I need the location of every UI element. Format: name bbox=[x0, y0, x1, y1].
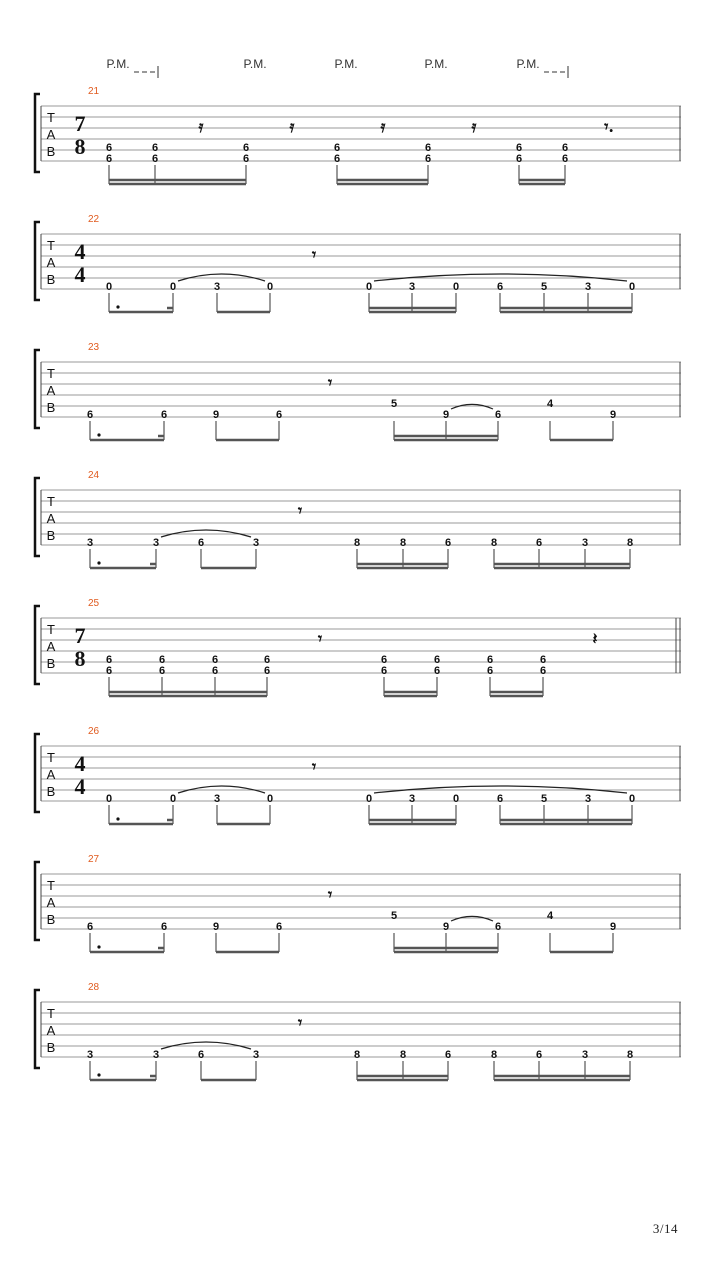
fret-numbers bbox=[106, 142, 568, 165]
fret-number: 6 bbox=[380, 665, 388, 677]
fret-number: 3 bbox=[252, 537, 260, 549]
measure-number: 24 bbox=[88, 470, 100, 481]
rhythm-beams bbox=[109, 293, 632, 312]
fret-number: 8 bbox=[626, 537, 634, 549]
fret-number: 6 bbox=[263, 654, 271, 666]
fret-number: 4 bbox=[546, 398, 554, 410]
fret-number: 6 bbox=[433, 665, 441, 677]
fret-number: 5 bbox=[390, 398, 398, 410]
fret-number: 3 bbox=[86, 1049, 94, 1061]
rest-symbol: 𝄾. bbox=[604, 117, 614, 136]
fret-number: 3 bbox=[584, 793, 592, 805]
fret-number: 0 bbox=[105, 281, 113, 293]
fret-numbers bbox=[87, 398, 616, 421]
tab-system bbox=[35, 214, 681, 312]
measure-number: 21 bbox=[88, 86, 100, 97]
tab-staff bbox=[41, 362, 681, 417]
tab-clef-letter: B bbox=[46, 912, 56, 927]
measure-number: 27 bbox=[88, 854, 100, 865]
rhythm-beams bbox=[109, 165, 565, 184]
fret-number: 6 bbox=[151, 142, 159, 154]
fret-number: 9 bbox=[442, 921, 450, 933]
tab-staff bbox=[41, 618, 681, 673]
fret-number: 0 bbox=[452, 281, 460, 293]
fret-number: 0 bbox=[169, 793, 177, 805]
time-signature-numerator: 7 bbox=[74, 623, 86, 648]
system-bracket bbox=[35, 734, 40, 812]
fret-number: 0 bbox=[452, 793, 460, 805]
rest-symbol: 𝄿 bbox=[380, 117, 386, 136]
palm-mute-label: P.M. bbox=[516, 57, 540, 71]
tab-clef-letter: A bbox=[46, 511, 56, 526]
fret-numbers bbox=[87, 537, 633, 549]
fret-number: 0 bbox=[628, 793, 636, 805]
fret-number: 3 bbox=[408, 281, 416, 293]
fret-number: 6 bbox=[496, 281, 504, 293]
fret-number: 6 bbox=[211, 665, 219, 677]
fret-number: 3 bbox=[581, 1049, 589, 1061]
fret-number: 0 bbox=[105, 793, 113, 805]
tab-clef-letter: B bbox=[46, 784, 56, 799]
time-signature-numerator: 7 bbox=[74, 111, 86, 136]
fret-number: 6 bbox=[561, 153, 569, 165]
fret-number: 8 bbox=[353, 1049, 361, 1061]
fret-number: 3 bbox=[408, 793, 416, 805]
rhythm-beams bbox=[109, 805, 632, 824]
fret-number: 6 bbox=[494, 921, 502, 933]
time-signature-denominator: 8 bbox=[74, 134, 86, 159]
fret-number: 8 bbox=[490, 1049, 498, 1061]
fret-number: 5 bbox=[390, 910, 398, 922]
fret-number: 6 bbox=[494, 409, 502, 421]
fret-number: 6 bbox=[160, 921, 168, 933]
tab-clef-letter: T bbox=[47, 1006, 55, 1021]
fret-number: 6 bbox=[333, 153, 341, 165]
tab-system bbox=[35, 86, 681, 184]
fret-numbers bbox=[106, 654, 546, 677]
fret-number: 6 bbox=[86, 921, 94, 933]
tab-clef-letter: T bbox=[47, 110, 55, 125]
rest-symbol: 𝄾 bbox=[327, 373, 333, 392]
time-signature-numerator: 4 bbox=[74, 751, 86, 776]
fret-number: 3 bbox=[213, 281, 221, 293]
system-bracket bbox=[35, 990, 40, 1068]
rhythm-beams bbox=[109, 677, 543, 696]
tab-system bbox=[35, 854, 681, 952]
tab-clef-letter: A bbox=[46, 255, 56, 270]
dotted-note bbox=[116, 817, 119, 820]
tie-arc bbox=[451, 916, 493, 921]
palm-mute-label: P.M. bbox=[243, 57, 267, 71]
measure-number: 23 bbox=[88, 342, 100, 353]
tab-clef-letter: T bbox=[47, 238, 55, 253]
fret-number: 9 bbox=[212, 409, 220, 421]
time-signature-numerator: 4 bbox=[74, 239, 86, 264]
tab-clef-letter: B bbox=[46, 400, 56, 415]
fret-number: 3 bbox=[152, 1049, 160, 1061]
fret-number: 6 bbox=[561, 142, 569, 154]
fret-number: 6 bbox=[424, 153, 432, 165]
system-bracket bbox=[35, 222, 40, 300]
palm-mute-extension bbox=[134, 66, 158, 78]
tab-clef-letter: A bbox=[46, 639, 56, 654]
fret-number: 6 bbox=[539, 665, 547, 677]
rest-symbol: 𝄾 bbox=[311, 245, 317, 264]
measure-number: 25 bbox=[88, 598, 100, 609]
fret-number: 5 bbox=[540, 793, 548, 805]
tab-clef-letter: B bbox=[46, 656, 56, 671]
fret-numbers bbox=[106, 793, 635, 805]
fret-number: 6 bbox=[263, 665, 271, 677]
fret-number: 6 bbox=[197, 537, 205, 549]
fret-number: 6 bbox=[86, 409, 94, 421]
rest-symbol: 𝄾 bbox=[327, 885, 333, 904]
tab-clef-letter: A bbox=[46, 1023, 56, 1038]
page-number: 3/14 bbox=[652, 1221, 678, 1236]
system-bracket bbox=[35, 478, 40, 556]
tab-clef-letter: A bbox=[46, 383, 56, 398]
tab-system bbox=[35, 470, 681, 568]
tab-system bbox=[35, 726, 681, 824]
rhythm-beams bbox=[90, 549, 630, 568]
fret-number: 6 bbox=[242, 142, 250, 154]
palm-mute-extension bbox=[544, 66, 568, 78]
rest-symbol: 𝄾 bbox=[311, 757, 317, 776]
fret-number: 6 bbox=[333, 142, 341, 154]
rest-symbol: 𝄾 bbox=[297, 1013, 303, 1032]
time-signature-denominator: 8 bbox=[74, 646, 86, 671]
system-bracket bbox=[35, 94, 40, 172]
fret-number: 6 bbox=[486, 665, 494, 677]
rest-symbol: 𝄽 bbox=[592, 629, 598, 648]
dotted-note bbox=[97, 561, 100, 564]
fret-numbers bbox=[87, 910, 616, 933]
tab-clef-letter: T bbox=[47, 366, 55, 381]
tab-system bbox=[35, 598, 681, 696]
tab-clef-letter: A bbox=[46, 767, 56, 782]
fret-number: 6 bbox=[535, 1049, 543, 1061]
fret-numbers bbox=[87, 1049, 633, 1061]
fret-number: 6 bbox=[160, 409, 168, 421]
fret-number: 0 bbox=[266, 793, 274, 805]
tab-clef-letter: B bbox=[46, 1040, 56, 1055]
fret-number: 6 bbox=[515, 153, 523, 165]
fret-number: 6 bbox=[105, 654, 113, 666]
fret-number: 0 bbox=[266, 281, 274, 293]
dotted-note bbox=[97, 1073, 100, 1076]
fret-number: 6 bbox=[496, 793, 504, 805]
rhythm-beams bbox=[90, 933, 613, 952]
fret-number: 0 bbox=[365, 281, 373, 293]
fret-number: 6 bbox=[197, 1049, 205, 1061]
tab-staff bbox=[41, 106, 681, 161]
fret-number: 6 bbox=[105, 665, 113, 677]
measure-number: 26 bbox=[88, 726, 100, 737]
fret-number: 8 bbox=[399, 1049, 407, 1061]
dotted-note bbox=[97, 433, 100, 436]
fret-number: 0 bbox=[169, 281, 177, 293]
rest-symbol: 𝄿 bbox=[289, 117, 295, 136]
fret-number: 3 bbox=[213, 793, 221, 805]
tab-clef-letter: B bbox=[46, 144, 56, 159]
fret-number: 3 bbox=[86, 537, 94, 549]
tab-clef-letter: T bbox=[47, 878, 55, 893]
palm-mute-label: P.M. bbox=[106, 57, 130, 71]
dotted-note bbox=[116, 305, 119, 308]
fret-number: 8 bbox=[626, 1049, 634, 1061]
rest-symbol: 𝄿 bbox=[471, 117, 477, 136]
rhythm-beams bbox=[90, 1061, 630, 1080]
fret-number: 8 bbox=[490, 537, 498, 549]
tab-clef-letter: T bbox=[47, 750, 55, 765]
fret-number: 3 bbox=[581, 537, 589, 549]
tab-clef-letter: A bbox=[46, 127, 56, 142]
fret-number: 6 bbox=[105, 153, 113, 165]
fret-number: 6 bbox=[380, 654, 388, 666]
tab-staff bbox=[41, 874, 681, 929]
fret-number: 9 bbox=[212, 921, 220, 933]
fret-number: 6 bbox=[535, 537, 543, 549]
fret-number: 0 bbox=[365, 793, 373, 805]
rest-symbol: 𝄿 bbox=[198, 117, 204, 136]
tab-clef-letter: B bbox=[46, 528, 56, 543]
time-signature-denominator: 4 bbox=[74, 262, 86, 287]
tab-clef-letter: B bbox=[46, 272, 56, 287]
fret-number: 4 bbox=[546, 910, 554, 922]
fret-number: 6 bbox=[515, 142, 523, 154]
fret-number: 6 bbox=[444, 1049, 452, 1061]
fret-number: 0 bbox=[628, 281, 636, 293]
fret-numbers bbox=[106, 281, 635, 293]
fret-number: 5 bbox=[540, 281, 548, 293]
tie-arc bbox=[451, 404, 493, 409]
palm-mute-label: P.M. bbox=[424, 57, 448, 71]
system-bracket bbox=[35, 606, 40, 684]
fret-number: 6 bbox=[424, 142, 432, 154]
measure-number: 28 bbox=[88, 982, 100, 993]
time-signature-denominator: 4 bbox=[74, 774, 86, 799]
fret-number: 6 bbox=[444, 537, 452, 549]
fret-number: 6 bbox=[158, 654, 166, 666]
fret-number: 8 bbox=[399, 537, 407, 549]
system-bracket bbox=[35, 862, 40, 940]
fret-number: 9 bbox=[609, 409, 617, 421]
system-bracket bbox=[35, 350, 40, 428]
fret-number: 6 bbox=[539, 654, 547, 666]
fret-number: 9 bbox=[609, 921, 617, 933]
fret-number: 3 bbox=[584, 281, 592, 293]
tab-clef-letter: A bbox=[46, 895, 56, 910]
rest-symbol: 𝄾 bbox=[317, 629, 323, 648]
fret-number: 3 bbox=[252, 1049, 260, 1061]
tab-system bbox=[35, 342, 681, 440]
measure-number: 22 bbox=[88, 214, 100, 225]
fret-number: 6 bbox=[158, 665, 166, 677]
tab-system bbox=[35, 982, 681, 1080]
fret-number: 6 bbox=[433, 654, 441, 666]
fret-number: 9 bbox=[442, 409, 450, 421]
fret-number: 6 bbox=[275, 921, 283, 933]
dotted-note bbox=[97, 945, 100, 948]
rest-symbol: 𝄾 bbox=[297, 501, 303, 520]
tab-clef-letter: T bbox=[47, 622, 55, 637]
rhythm-beams bbox=[90, 421, 613, 440]
fret-number: 3 bbox=[152, 537, 160, 549]
fret-number: 6 bbox=[275, 409, 283, 421]
fret-number: 8 bbox=[353, 537, 361, 549]
tab-clef-letter: T bbox=[47, 494, 55, 509]
palm-mute-label: P.M. bbox=[334, 57, 358, 71]
fret-number: 6 bbox=[242, 153, 250, 165]
fret-number: 6 bbox=[105, 142, 113, 154]
fret-number: 6 bbox=[151, 153, 159, 165]
fret-number: 6 bbox=[486, 654, 494, 666]
fret-number: 6 bbox=[211, 654, 219, 666]
